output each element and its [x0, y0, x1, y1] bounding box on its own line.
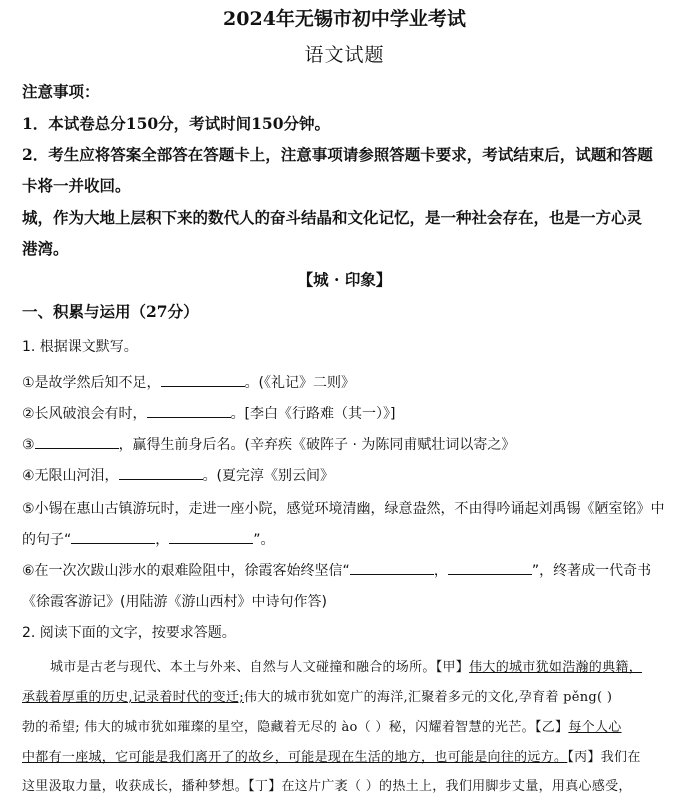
answer-blank[interactable]: [448, 560, 532, 575]
answer-blank[interactable]: [350, 560, 434, 575]
q1-item-6a-mid: ，: [433, 563, 448, 579]
q1-item-6a-post: ”，终著成一代奇书: [531, 563, 652, 579]
notice-heading: 注意事项：: [22, 82, 100, 101]
q1-item-2: [22, 403, 396, 423]
part1-heading: 一、积累与运用（27分）: [22, 302, 199, 321]
q1-item-4-post: 。(夏完淳《别云间》: [202, 468, 335, 484]
passage-line-2b: 伟大的城市犹如宽广的海洋,汇聚着多元的文化,孕育着 pěng( ): [243, 690, 613, 705]
passage-line-2a: 承载着厚重的历史,记录着时代的变迁;: [22, 690, 244, 705]
passage-line-1b: 伟大的城市犹如浩瀚的典籍，: [469, 660, 643, 675]
passage-line-3: [22, 716, 622, 735]
intro-line-1: 城，作为大地上层积下来的数代人的奋斗结晶和文化记忆，是一种社会存在，也是一方心灵: [22, 208, 643, 227]
passage-line-3a: 勃的希望; 伟大的城市犹如璀璨的星空，隐藏着无尽的 ào（ ）秘，闪耀着智慧的光芒。【乙】: [22, 720, 569, 735]
passage-line-4b: 【丙】我们在: [567, 750, 641, 765]
q1-item-6b: 《徐霞客游记》(用陆游《游山西村》中诗句作答): [22, 594, 327, 610]
q1-item-4: [22, 465, 334, 485]
q1-item-6a-pre: ⑥在一次次跋山涉水的艰难险阻中，徐霞客始终坚信“: [22, 563, 350, 579]
q1-item-1: [22, 372, 355, 392]
q1-item-3-pre: ③: [22, 437, 35, 453]
q1-item-5b-pre: 的句子“: [22, 532, 72, 548]
q1-item-2-post: 。[李白《行路难（其一）》]: [230, 406, 396, 422]
answer-blank[interactable]: [119, 465, 203, 480]
q1-stem: 1. 根据课文默写。: [22, 339, 138, 355]
q1-item-3-post: ，赢得生前身后名。(辛弃疾《破阵子 · 为陈同甫赋壮词以寄之》: [118, 437, 516, 453]
answer-blank[interactable]: [161, 372, 245, 387]
passage-line-1: [50, 656, 642, 675]
intro-line-2: 港湾。: [22, 239, 69, 258]
q1-item-5a: ⑤小锡在惠山古镇游玩时，走进一座小院，感觉环境清幽，绿意盎然，不由得吟诵起刘禹锡《陋室铭》中: [22, 501, 665, 517]
notice-item-2b: 卡将一并收回。: [22, 176, 131, 195]
q1-item-6a: [22, 560, 651, 580]
q1-item-5b: [22, 529, 275, 549]
q1-item-4-pre: ④无限山河泪，: [22, 468, 119, 484]
q1-item-5b-post: ”。: [253, 532, 275, 548]
notice-item-2a: 2．考生应将答案全部答在答题卡上，注意事项请参照答题卡要求，考试结束后，试题和答题: [22, 145, 653, 164]
q1-item-1-pre: ①是故学然后知不足，: [22, 375, 161, 391]
notice-item-1: 1．本试卷总分150分，考试时间150分钟。: [22, 114, 330, 133]
exam-title: 2024年无锡市初中学业考试: [223, 8, 466, 30]
passage-line-1a: 城市是古老与现代、本土与外来、自然与人文碰撞和融合的场所。【甲】: [50, 660, 470, 675]
exam-subtitle: 语文试题: [304, 44, 385, 66]
q1-item-3: [22, 434, 515, 454]
passage-line-5: 这里汲取力量，收获成长，播种梦想。【丁】在这片广袤（ ）的热土上，我们用脚步丈量，用真心感受，: [22, 779, 632, 794]
q1-item-5b-mid: ，: [155, 532, 170, 548]
passage-line-2: [22, 686, 612, 705]
q2-stem: 2. 阅读下面的文字，按要求答题。: [22, 625, 236, 641]
q1-item-2-pre: ②长风破浪会有时，: [22, 406, 147, 422]
answer-blank[interactable]: [147, 403, 231, 418]
answer-blank[interactable]: [169, 529, 253, 544]
q1-item-1-post: 。(《礼记》二则》: [244, 375, 356, 391]
section-banner: 【城 · 印象】: [297, 270, 392, 289]
passage-line-4: [22, 746, 641, 765]
answer-blank[interactable]: [35, 434, 119, 449]
passage-line-4a: 中都有一座城，它可能是我们离开了的故乡，可能是现在生活的地方，也可能是向往的远方。: [22, 750, 568, 765]
answer-blank[interactable]: [71, 529, 155, 544]
passage-line-3b: 每个人心: [568, 720, 622, 735]
